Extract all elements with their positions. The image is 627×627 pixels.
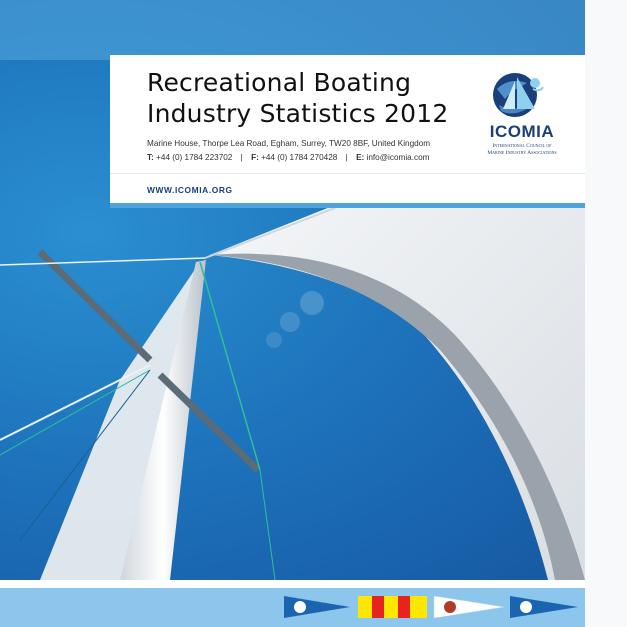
accent-stripe <box>110 203 585 208</box>
separator: | <box>345 153 348 162</box>
phone-label: T: <box>147 153 154 162</box>
website-bar <box>110 173 585 204</box>
address-line: Marine House, Thorpe Lea Road, Egham, Surrey, TW20 8BF, United Kingdom <box>147 139 431 148</box>
signal-flags <box>282 592 582 622</box>
logo-subtitle <box>477 143 567 156</box>
logo-subtitle-line-1: International Council of <box>492 143 552 149</box>
right-margin <box>585 0 627 627</box>
icomia-logo <box>477 69 567 159</box>
pennant-blue-white-dot-icon <box>284 596 350 618</box>
logo-subtitle-line-2: Marine Industry Associations <box>487 149 557 156</box>
website-link[interactable]: WWW.ICOMIA.ORG <box>147 185 233 195</box>
report-title-line-1: Recreational Boating <box>147 68 412 97</box>
email-label: E: <box>356 153 365 162</box>
fax-label: F: <box>251 153 259 162</box>
email-address: info@icomia.com <box>366 153 430 162</box>
phone-number: +44 (0) 1784 223702 <box>156 153 233 162</box>
report-title-line-2: Industry Statistics 2012 <box>147 99 449 128</box>
contact-line <box>147 153 429 162</box>
pennant-blue-white-dot-icon <box>510 596 578 618</box>
report-title <box>147 67 477 129</box>
separator: | <box>240 153 243 162</box>
fax-number: +44 (0) 1784 270428 <box>261 153 338 162</box>
pennant-white-red-dot-icon <box>434 596 504 618</box>
logo-name: ICOMIA <box>489 122 555 141</box>
globe-sailboat-icon <box>477 69 567 121</box>
flag-yellow-red-stripes-icon <box>358 596 427 618</box>
title-card <box>110 55 585 173</box>
